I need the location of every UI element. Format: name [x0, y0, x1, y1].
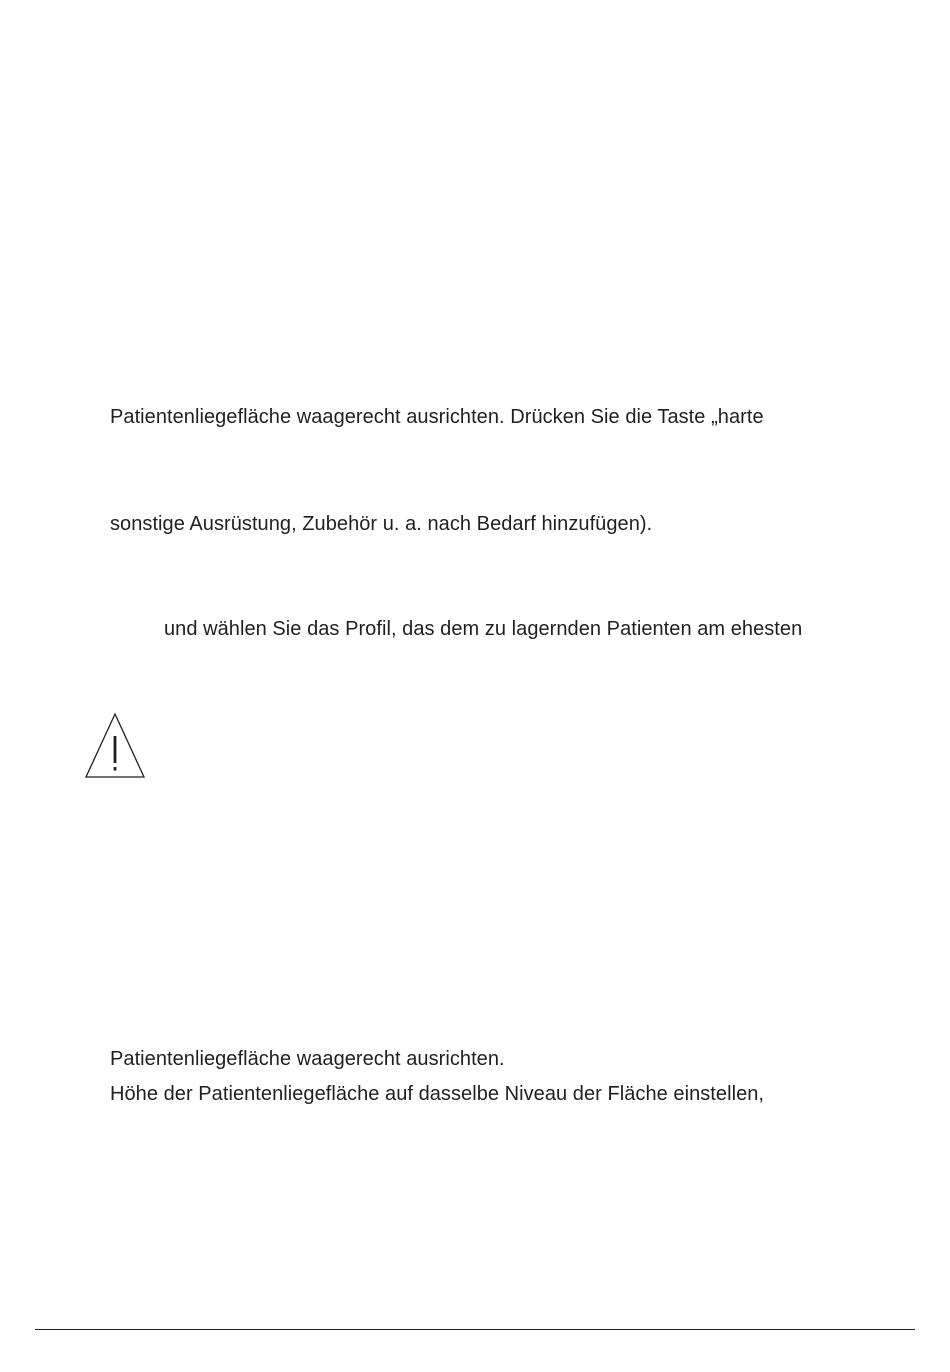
text-line-4: Patientenliegefläche waagerecht ausrichten.: [110, 1048, 505, 1070]
text-line-2: sonstige Ausrüstung, Zubehör u. a. nach Bedarf hinzufügen).: [110, 513, 653, 535]
footer-divider: [35, 1329, 915, 1330]
text-line-5: Höhe der Patientenliegefläche auf dasselbe Niveau der Fläche einstellen,: [110, 1083, 765, 1105]
text-line-1: Patientenliegefläche waagerecht ausrichten. Drücken Sie die Taste „harte: [110, 406, 764, 428]
warning-triangle-icon: [84, 712, 146, 780]
text-line-3: und wählen Sie das Profil, das dem zu lagernden Patienten am ehesten: [164, 618, 803, 640]
